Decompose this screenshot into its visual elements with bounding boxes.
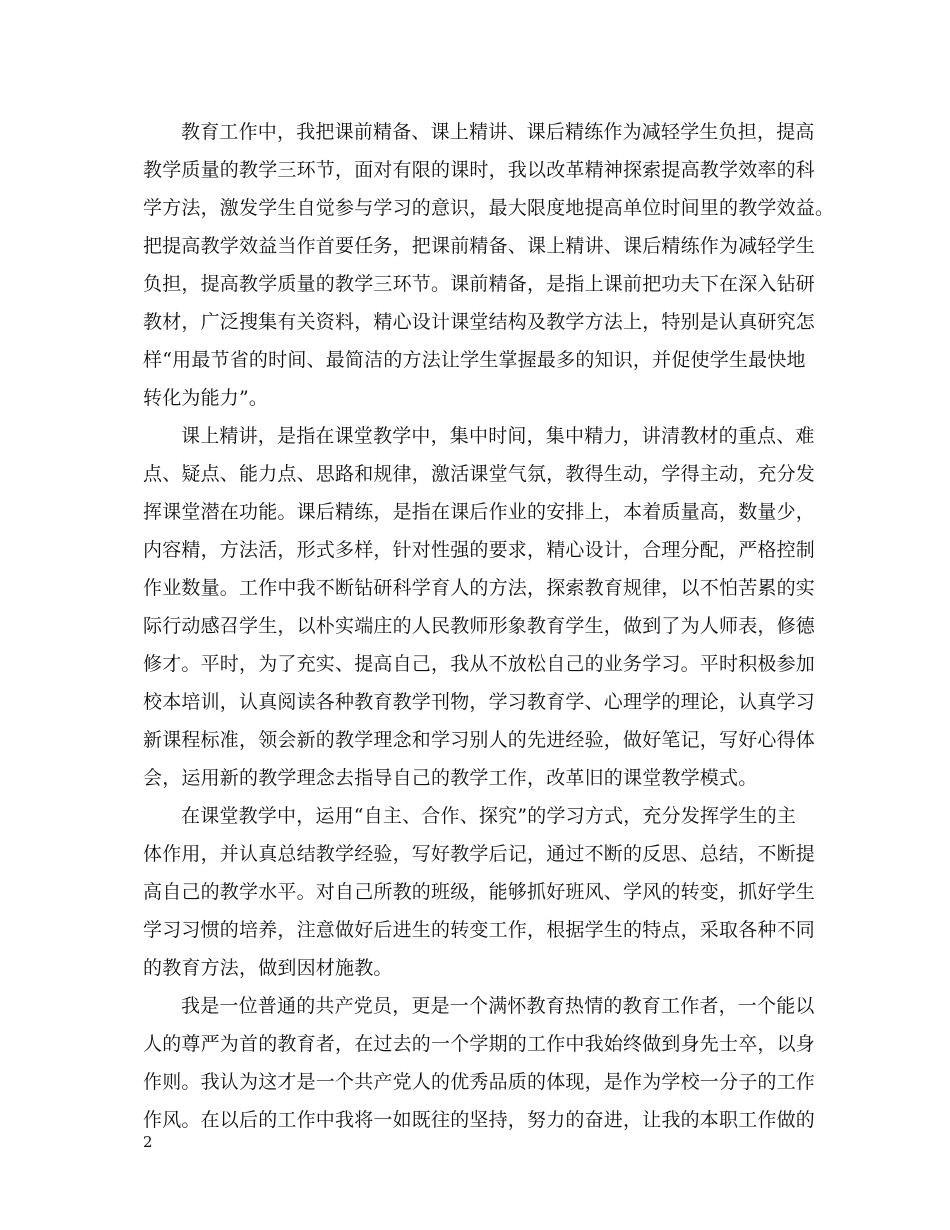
paragraph-line: 作风。在以后的工作中我将一如既往的坚持，努力的奋进，让我的本职工作做的 [143,1109,816,1131]
paragraph-line: 修才。平时，为了充实、提高自己，我从不放松自己的业务学习。平时积极参加 [143,653,816,675]
paragraph-line: 负担，提高教学质量的教学三环节。课前精备，是指上课前把功夫下在深入钻研 [143,273,816,295]
paragraph-line: 作则。我认为这才是一个共产党人的优秀品质的体现，是作为学校一分子的工作 [143,1071,816,1093]
paragraph-line: 转化为能力”。 [143,387,269,409]
paragraph-line: 在课堂教学中，运用“自主、合作、探究”的学习方式，充分发挥学生的主 [181,805,797,827]
paragraph-line: 样“用最节省的时间、最简洁的方法让学生掌握最多的知识，并促使学生最快地 [143,349,806,371]
paragraph-line: 作业数量。工作中我不断钻研科学育人的方法，探索教育规律，以不怕苦累的实 [143,577,816,599]
paragraph-line: 高自己的教学水平。对自己所教的班级，能够抓好班风、学风的转变，抓好学生 [143,881,816,903]
paragraph-line: 体作用，并认真总结教学经验，写好教学后记，通过不断的反思、总结，不断提 [143,843,816,865]
paragraph-line: 内容精，方法活，形式多样，针对性强的要求，精心设计，合理分配，严格控制 [143,539,816,561]
paragraph-line: 点、疑点、能力点、思路和规律，激活课堂气氛，教得生动，学得主动，充分发 [143,463,816,485]
paragraph-line: 校本培训，认真阅读各种教育教学刊物，学习教育学、心理学的理论，认真学习 [143,691,816,713]
paragraph-line: 学习习惯的培养，注意做好后进生的转变工作，根据学生的特点，采取各种不同 [143,919,816,941]
paragraph-line: 教育工作中，我把课前精备、课上精讲、课后精练作为减轻学生负担，提高 [181,121,815,143]
paragraph-line: 的教育方法，做到因材施教。 [143,957,393,979]
paragraph-line: 际行动感召学生，以朴实端庄的人民教师形象教育学生，做到了为人师表，修德 [143,615,816,637]
paragraph-line: 我是一位普通的共产党员，更是一个满怀教育热情的教育工作者，一个能以 [181,995,815,1017]
page-number: 2 [143,1133,153,1151]
paragraph-line: 新课程标准，领会新的教学理念和学习别人的先进经验，做好笔记，写好心得体 [143,729,816,751]
paragraph-line: 挥课堂潜在功能。课后精练，是指在课后作业的安排上，本着质量高，数量少， [143,501,816,523]
paragraph-line: 学方法，激发学生自觉参与学习的意识，最大限度地提高单位时间里的教学效益。 [143,197,835,219]
paragraph-line: 课上精讲，是指在课堂教学中，集中时间，集中精力，讲清教材的重点、难 [181,425,815,447]
paragraph-line: 会，运用新的教学理念去指导自己的教学工作，改革旧的课堂教学模式。 [143,767,758,789]
body-text [143,113,835,1139]
paragraph-line: 人的尊严为首的教育者，在过去的一个学期的工作中我始终做到身先士卒，以身 [143,1033,816,1055]
paragraph-line: 把提高教学效益当作首要任务，把课前精备、课上精讲、课后精练作为减轻学生 [143,235,816,257]
paragraph-line: 教学质量的教学三环节，面对有限的课时，我以改革精神探索提高教学效率的科 [143,159,816,181]
paragraph-line: 教材，广泛搜集有关资料，精心设计课堂结构及教学方法上，特别是认真研究怎 [143,311,816,333]
